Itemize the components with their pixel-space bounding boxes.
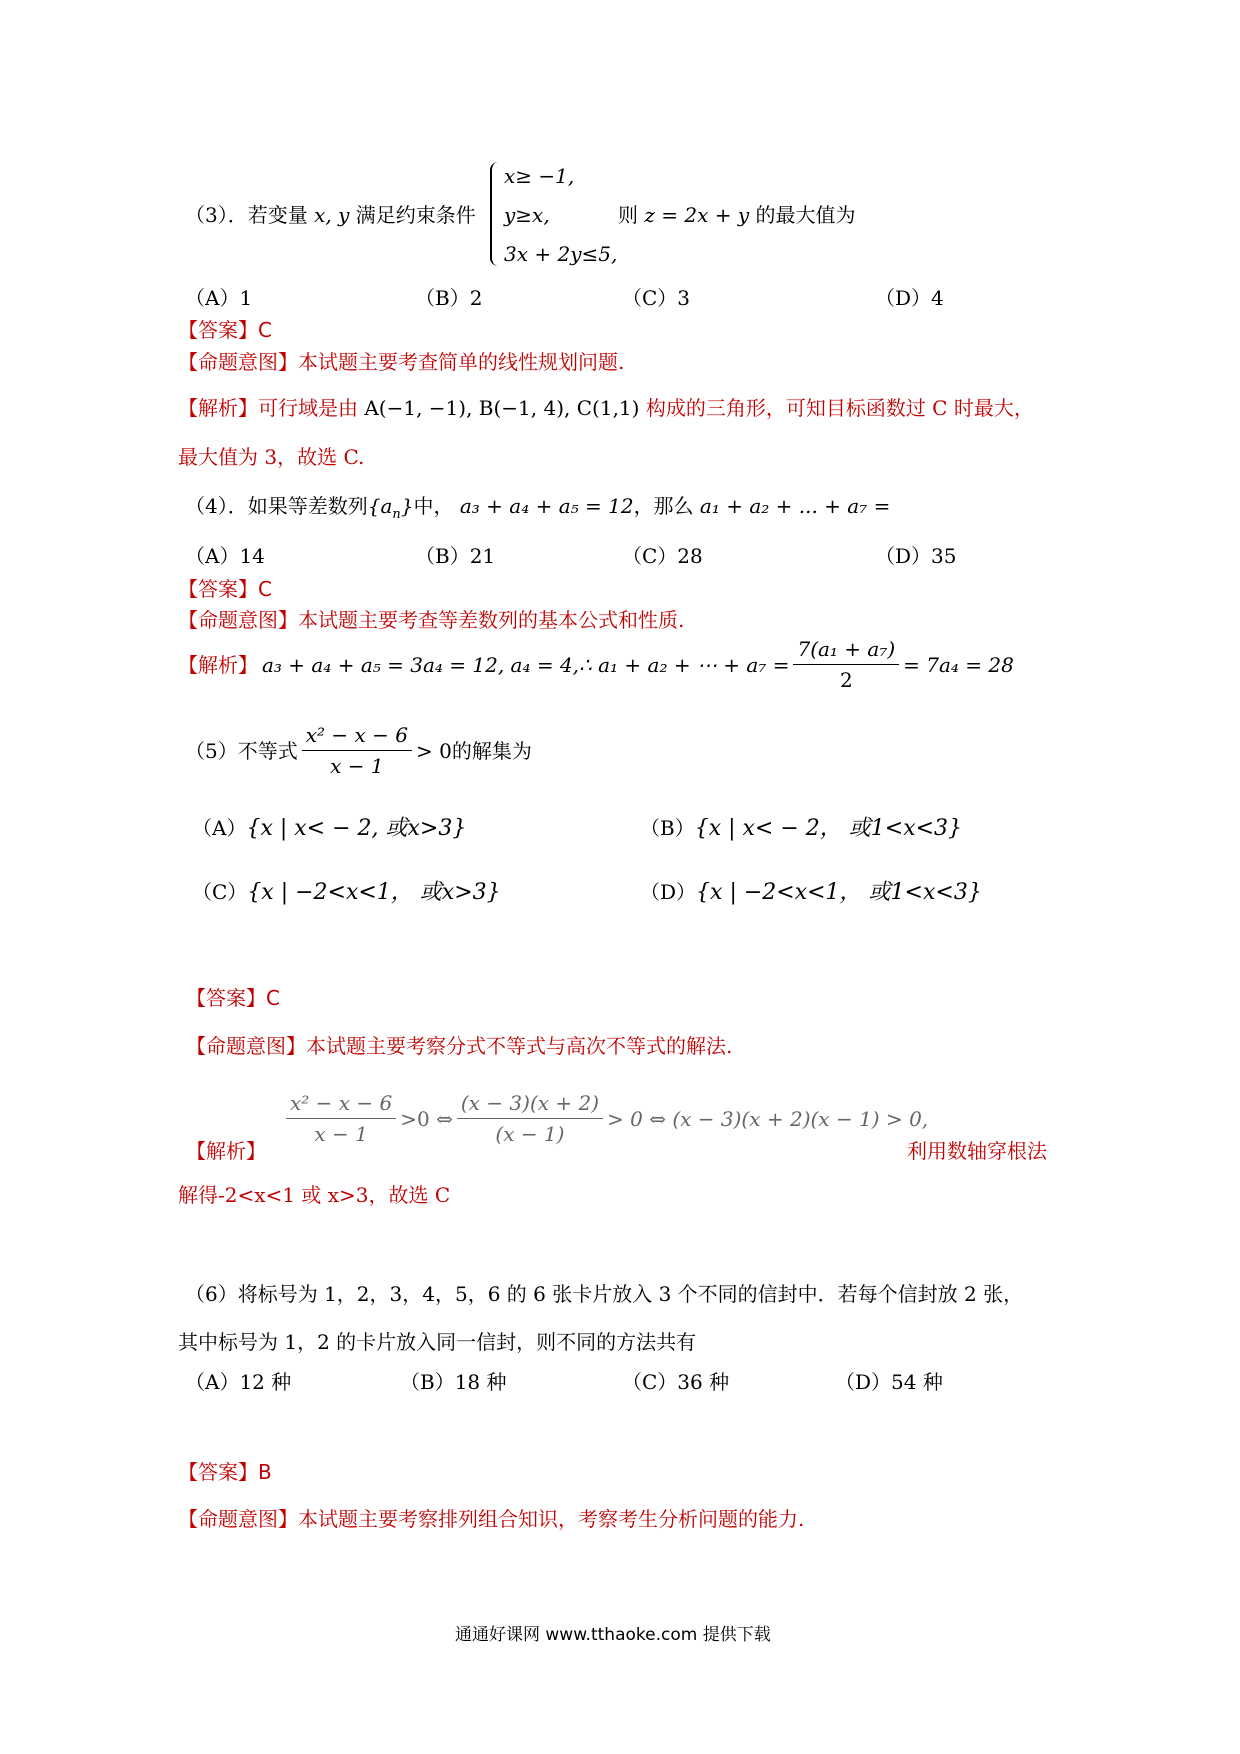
q5-answer: 【答案】C bbox=[186, 986, 280, 1010]
q6-option-b: （B）18 种 bbox=[400, 1370, 507, 1394]
q3-constraint-2: y≥x, bbox=[504, 203, 550, 227]
q5-option-c: （C）{x | −2<x<1， 或x>3} bbox=[192, 880, 501, 905]
q4-option-d: （D）35 bbox=[875, 544, 957, 568]
q4-intent: 【命题意图】本试题主要考查等差数列的基本公式和性质. bbox=[178, 608, 685, 632]
q3-option-a: （A）1 bbox=[185, 286, 253, 310]
q3-option-c: （C）3 bbox=[622, 286, 691, 310]
q3-brace bbox=[490, 162, 502, 266]
q4-option-b: （B）21 bbox=[415, 544, 496, 568]
q6-stem-line-2: 其中标号为 1，2 的卡片放入同一信封，则不同的方法共有 bbox=[178, 1330, 697, 1354]
q5-analysis-formula: $\frac{\text{x² − x − 6}}{x - 1}$ >0 ⇔ $\frac{(x - 3)(x + 2)}{(x - 1)}$ > 0 ⇔ (x − 3)(x + 2)(x − 1) > 0, bbox=[282, 1090, 928, 1147]
q4-stem: （4）．如果等差数列$\{a_n\}$中， a₃ + a₄ + a₅ = 12，那么 a₁ + a₂ + ... + a₇ = bbox=[185, 494, 891, 522]
q3-objective: 则 z = 2x + y 的最大值为 bbox=[618, 203, 856, 227]
q5-intent: 【命题意图】本试题主要考察分式不等式与高次不等式的解法. bbox=[186, 1034, 733, 1058]
q4-option-c: （C）28 bbox=[622, 544, 703, 568]
q5-option-b: （B）{x | x< − 2， 或1<x<3} bbox=[640, 816, 963, 841]
q3-analysis-line-2: 最大值为 3，故选 C. bbox=[178, 445, 365, 469]
q4-answer: 【答案】C bbox=[178, 577, 272, 601]
q3-option-d: （D）4 bbox=[875, 286, 944, 310]
q6-stem-line-1: （6）将标号为 1，2，3，4，5，6 的 6 张卡片放入 3 个不同的信封中．若每个信封放 2 张， bbox=[185, 1282, 1024, 1306]
q3-constraint-3: 3x + 2y≤5, bbox=[504, 242, 618, 266]
q4-analysis: 【解析】 a₃ + a₄ + a₅ = 3a₄ = 12, a₄ = 4,∴ a₁ + a₂ + ⋯ + a₇ = $\frac{\text{7(a₁ + a₇)}}{2}$ = 7a₄ = 28 bbox=[178, 637, 1014, 692]
q3-answer: 【答案】C bbox=[178, 318, 272, 342]
q5-option-d: （D）{x | −2<x<1， 或1<x<3} bbox=[640, 880, 982, 905]
q5-analysis-fraction-1: $\frac{\text{x² − x − 6}}{x - 1}$ bbox=[286, 1090, 396, 1147]
q5-analysis-line-2: 解得-2<x<1 或 x>3，故选 C bbox=[178, 1183, 451, 1207]
q5-analysis-tail: 利用数轴穿根法 bbox=[907, 1139, 1047, 1163]
q5-stem: （5）不等式 $\frac{\text{x² − x − 6}}{x - 1}$ > 0 的解集为 bbox=[185, 723, 532, 778]
q6-option-d: （D）54 种 bbox=[835, 1370, 943, 1394]
q4-analysis-fraction: $\frac{\text{7(a₁ + a₇)}}{2}$ bbox=[793, 636, 899, 693]
page-footer: 通通好课网 www.tthaoke.com 提供下载 bbox=[455, 1625, 771, 1645]
q3-analysis-line-1: 【解析】可行域是由 A(−1, −1), B(−1, 4), C(1,1) 构成的三角形，可知目标函数过 C 时最大， bbox=[178, 396, 1034, 420]
q5-analysis-tag: 【解析】 bbox=[186, 1139, 266, 1163]
q6-option-a: （A）12 种 bbox=[185, 1370, 292, 1394]
q6-answer: 【答案】B bbox=[178, 1460, 272, 1484]
q5-stem-fraction: $\frac{\text{x² − x − 6}}{x - 1}$ bbox=[302, 722, 412, 779]
q3-intent: 【命题意图】本试题主要考查简单的线性规划问题. bbox=[178, 350, 625, 374]
q6-option-c: （C）36 种 bbox=[622, 1370, 730, 1394]
q3-stem: （3）．若变量 x, y 满足约束条件 bbox=[185, 203, 476, 227]
q3-constraint-1: x≥ −1, bbox=[504, 164, 575, 188]
q3-option-b: （B）2 bbox=[415, 286, 483, 310]
q5-option-a: （A）{x | x< − 2, 或x>3} bbox=[192, 816, 467, 841]
q4-option-a: （A）14 bbox=[185, 544, 265, 568]
q5-analysis-fraction-2: $\frac{(x - 3)(x + 2)}{(x - 1)}$ bbox=[457, 1090, 603, 1147]
q6-intent: 【命题意图】本试题主要考察排列组合知识，考察考生分析问题的能力. bbox=[178, 1507, 805, 1531]
